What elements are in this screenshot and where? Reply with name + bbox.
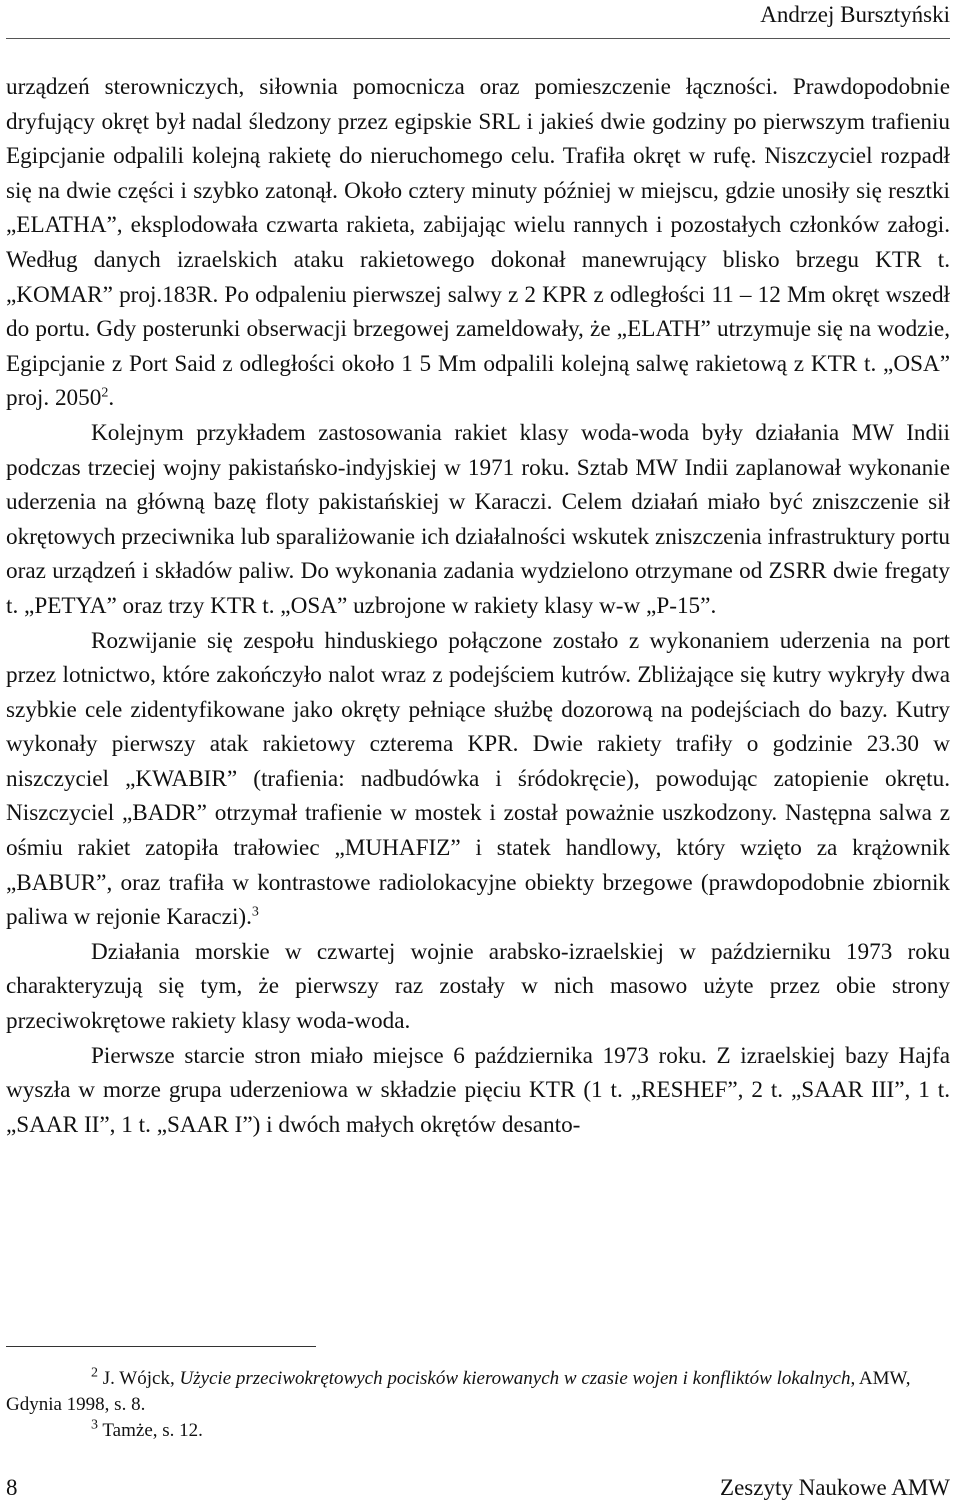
footnote-3: $^3$ Tamże, s. 12. xyxy=(91,1417,203,1441)
page-footer xyxy=(6,1475,950,1509)
paragraph-1: urządzeń sterowniczych, siłownia pomocnicza oraz pomieszczenie łączności. Prawdopodobnie dryfujący okręt był nadal śledzony przez egipskie SRL i jakieś dwie godziny po pierwszym trafieniu Egipcjanie odpalili kolejną rakietę do nieruchomego celu. Trafiła okręt w rufę. Niszczyciel rozpadł się na dwie części i szybko zatonął. Około cztery minuty później w miejscu, gdzie unosiły się resztki „ELATHA”, eksplodowała czwarta rakieta, zabijając wielu rannych i pozostałych członków załogi. Według danych izraelskich ataku rakietowego dokonał manewrujący blisko brzegu KTR t. „KOMAR” proj.183R. Po odpaleniu pierwszej salwy z 2 KPR z odległości 11 – 12 Mm okręt wszedł do portu. Gdy posterunki obserwacji brzegowej zameldowały, że „ELATH” utrzymuje się na wodzie, Egipcjanie z Port Said z odległości około 1 5 Mm odpalili kolejną salwę rakietową z KTR t. „OSA” proj. 2050$^2$. xyxy=(6,74,950,412)
footnote-2-title: Użycie przeciwokrętowych pocisków kierowanych w czasie wojen i konfliktów lokalnych xyxy=(179,1368,851,1389)
footnotes xyxy=(6,1366,950,1444)
paragraph-2: Kolejnym przykładem zastosowania rakiet klasy woda-woda były działania MW Indii podczas trzeciej wojny pakistańsko-indyjskiej w 1971 roku. Sztab MW Indii zaplanował wykonanie uderzenia na główną bazę floty pakistańskiej w Karaczi. Celem działań miało być zniszczenie sił okrętowych przeciwnika lub sparaliżowanie ich działalności wskutek zniszczenia infrastruktury portu oraz urządzeń i składów paliw. Do wykonania zadania wydzielono otrzymane od ZSRR dwie fregaty t. „PETYA” oraz trzy KTR t. „OSA” uzbrojone w rakiety klasy w-w „P-15”. xyxy=(6,419,950,619)
footnote-3-number: 3 xyxy=(91,1417,98,1433)
main-text xyxy=(6,70,950,1142)
paragraph-4: Działania morskie w czwartej wojnie arabsko-izraelskiej w październiku 1973 roku charakteryzują się tym, że pierwszy raz zostały w nich masowo użyte przez obie strony przeciwokrętowe rakiety klasy woda-woda. xyxy=(6,938,950,1035)
footnote-ref-2: 2 xyxy=(101,385,109,401)
page-header xyxy=(6,0,950,39)
journal-name: Zeszyty Naukowe AMW xyxy=(720,1475,950,1500)
header-author: Andrzej Bursztyński xyxy=(760,2,950,27)
footnote-ref-3: 3 xyxy=(251,904,259,920)
footnote-2-number: 2 xyxy=(91,1365,98,1381)
footnote-2: $^2$ J. Wójck, Użycie przeciwokrętowych pocisków kierowanych w czasie wojen i konfliktów lokalnych, AMW, Gdynia 1998, s. 8. xyxy=(6,1365,911,1415)
footnote-separator xyxy=(6,1346,316,1347)
page-number: 8 xyxy=(6,1475,18,1500)
paragraph-5: Pierwsze starcie stron miało miejsce 6 października 1973 roku. Z izraelskiej bazy Hajfa wyszła w morze grupa uderzeniowa w składzie pięciu KTR (1 t. „RESHEF”, 2 t. „SAAR III”, 1 t. „SAAR II”, 1 t. „SAAR I”) i dwóch małych okrętów desanto- xyxy=(6,1042,950,1138)
paragraph-3: Rozwijanie się zespołu hinduskiego połączone zostało z wykonaniem uderzenia na port przez lotnictwo, które zakończyło nalot wraz z podejściem kutrów. Zbliżające się kutry wykryły dwa szybkie cele zidentyfikowane jako okręty pełniące służbę dozorową na podejściach do bazy. Kutry wykonały pierwszy atak rakietowy czterema KPR. Dwie rakiety trafiły o godzinie 23.30 w niszczyciel „KWABIR” (trafienia: nadbudówka i śródokręcie), powodując zatopienie okrętu. Niszczyciel „BADR” otrzymał trafienie w mostek i został poważnie uszkodzony. Następna salwa z ośmiu rakiet zatopiła trałowiec „MUHAFIZ” i statek handlowy, który wzięto za krążownik „BABUR”, oraz trafiła w kontrastowe radiolokacyjne obiekty brzegowe (prawdopodobnie zbiornik paliwa w rejonie Karaczi).$^3$ xyxy=(6,627,950,931)
